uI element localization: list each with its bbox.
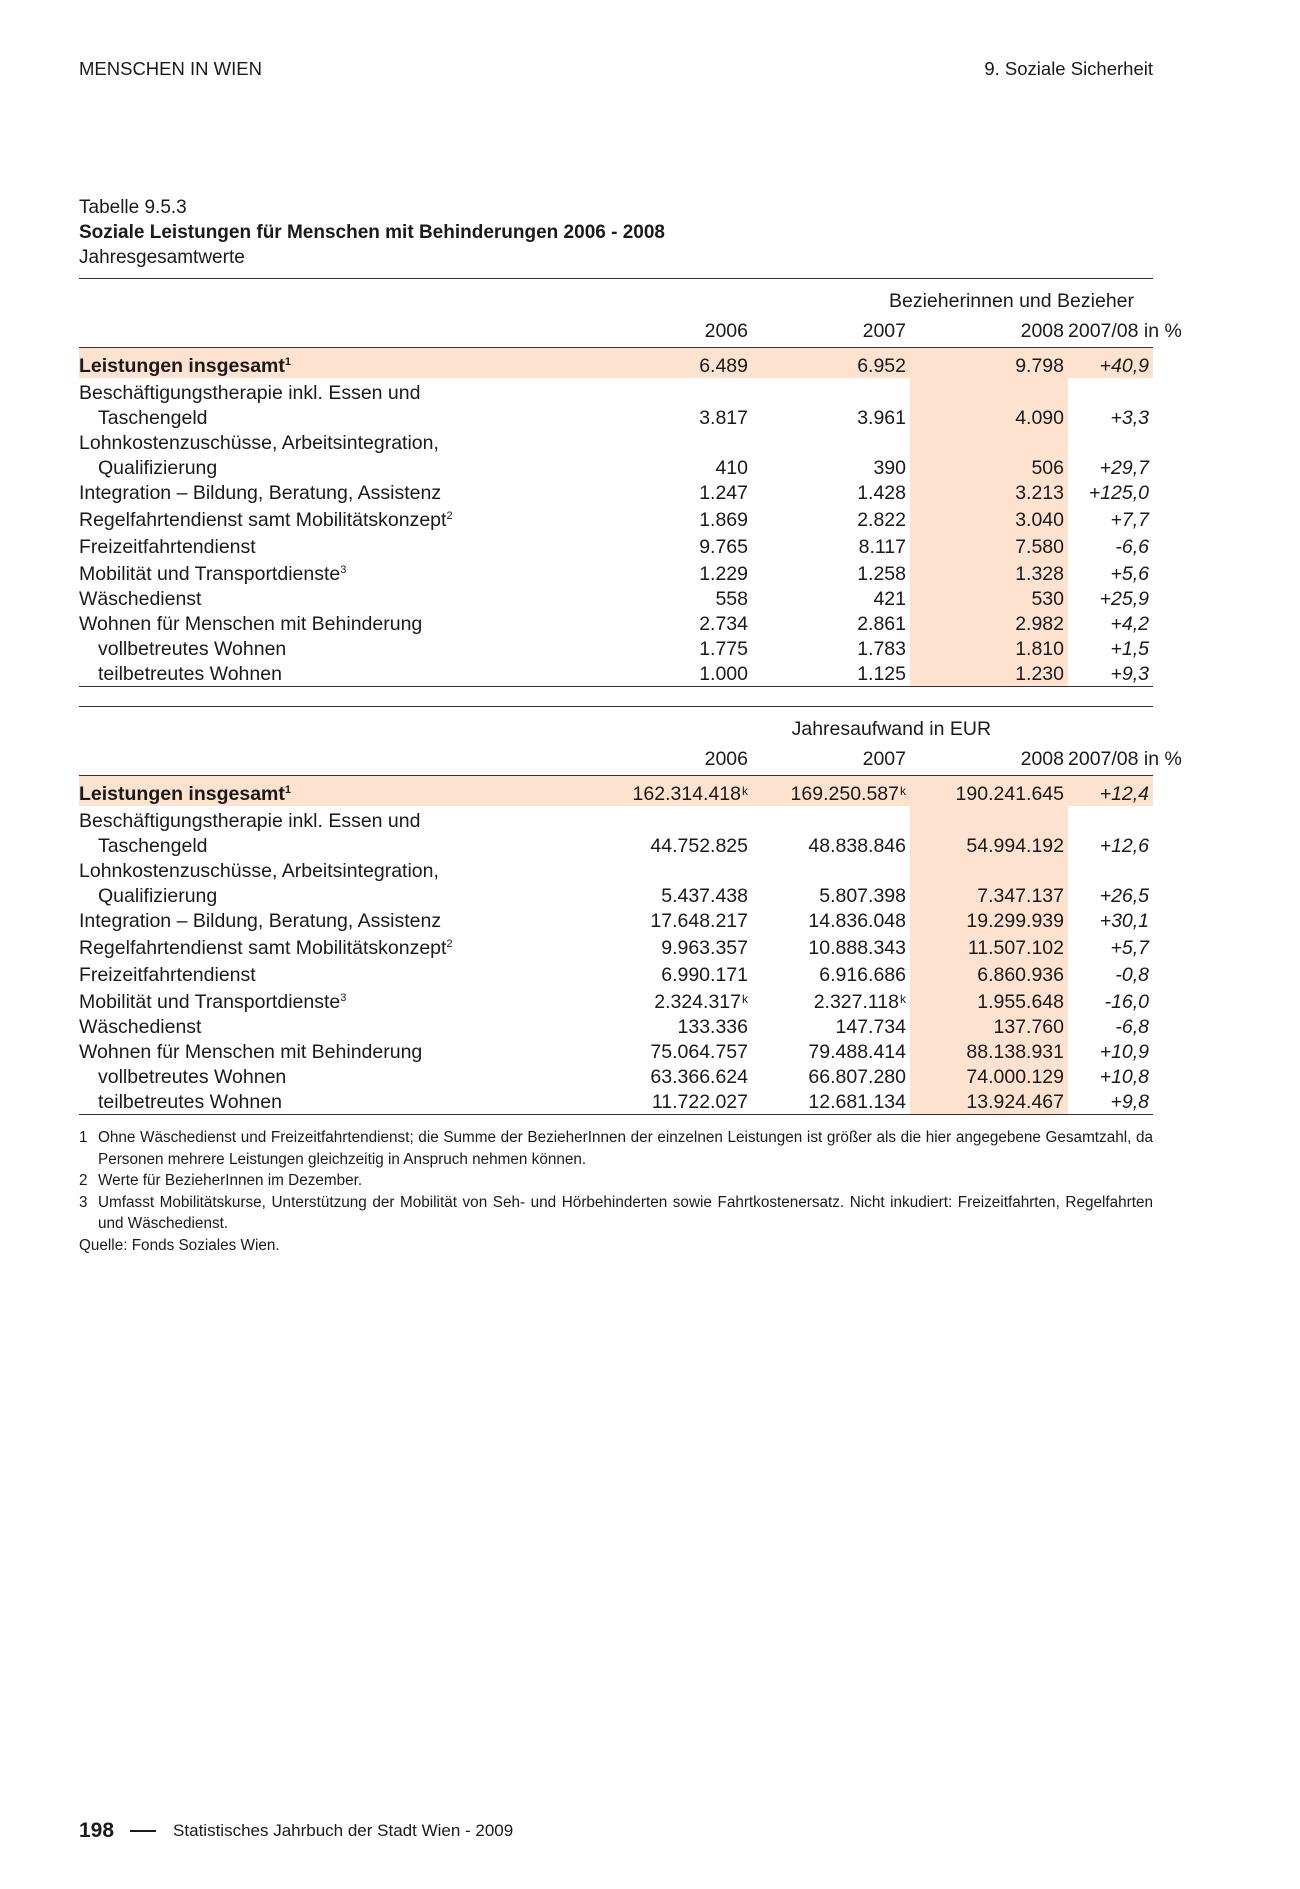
cell-2006: 133.336 [677, 1016, 748, 1038]
total-row [79, 348, 1153, 379]
cell-2007: 66.807.280 [808, 1066, 906, 1088]
cell-2007: 169.250.587$^k$ [752, 776, 910, 807]
cell-change: +12,4 [1068, 776, 1153, 807]
cell-change: +25,9 [1099, 588, 1150, 610]
cell-2007: 6.952 [752, 348, 910, 379]
cell-2008: 1.955.648 [910, 987, 1068, 1014]
cell-2007: 2.822 [857, 509, 906, 531]
row-label: Freizeitfahrtendienst [79, 536, 256, 558]
cell-change: +5,6 [1110, 563, 1150, 585]
estimate-mark: k [900, 784, 906, 798]
year-header-2008: 2008 [910, 313, 1068, 348]
table-row [79, 455, 1153, 480]
row-label: Taschengeld [98, 835, 208, 857]
header-chapter-title: 9. Soziale Sicherheit [984, 58, 1153, 79]
table-row [79, 1014, 1153, 1039]
cell-change: +10,8 [1099, 1066, 1150, 1088]
source-note: Quelle: Fonds Soziales Wien. [79, 1236, 280, 1254]
cell-2006: 17.648.217 [650, 910, 748, 932]
cell-2008: 1.328 [910, 559, 1068, 586]
cell-2008: 4.090 [910, 405, 1068, 430]
cell-2007: 2.861 [857, 613, 906, 635]
row-label: Wäschedienst [79, 588, 202, 610]
cell-change: +1,5 [1110, 638, 1150, 660]
cell-2006: 5.437.438 [661, 885, 748, 907]
row-label: Beschäftigungstherapie inkl. Essen und [79, 810, 421, 832]
row-label: Mobilität und Transportdienste$^3$ [79, 991, 347, 1013]
table-row [79, 1089, 1153, 1115]
cell-change: +5,7 [1110, 937, 1150, 959]
table-number: Tabelle 9.5.3 [79, 197, 187, 218]
row-label: Qualifizierung [98, 885, 218, 907]
cell-2006: 9.765 [699, 536, 748, 558]
estimate-mark: k [742, 992, 748, 1006]
row-label: Mobilität und Transportdienste$^3$ [79, 563, 347, 585]
cell-2008: 11.507.102 [910, 933, 1068, 960]
table-row [79, 430, 1153, 455]
cell-2007: 6.916.686 [819, 964, 906, 986]
total-row [79, 776, 1153, 807]
cell-2006: 1.247 [699, 482, 748, 504]
page-number: 198 [79, 1819, 115, 1842]
cell-change: -6,8 [1115, 1016, 1150, 1038]
year-header-row [79, 313, 1153, 348]
cell-change: +7,7 [1110, 509, 1150, 531]
year-header-2007: 2007 [752, 741, 910, 776]
table-title: Soziale Leistungen für Menschen mit Behinderungen 2006 - 2008 [79, 222, 665, 243]
cell-change: +26,5 [1099, 885, 1150, 907]
cell-2007: 1.783 [857, 638, 906, 660]
cell-2008: 54.994.192 [910, 833, 1068, 858]
cell-2006: 11.722.027 [559, 1089, 752, 1115]
table-row [79, 1039, 1153, 1064]
cell-2008: 9.798 [910, 348, 1068, 379]
row-label: Qualifizierung [98, 457, 218, 479]
table-subtitle: Jahresgesamtwerte [79, 247, 245, 268]
table-header-row [79, 707, 1153, 742]
cell-2008: 7.580 [910, 532, 1068, 559]
table-row [79, 378, 1153, 405]
cell-2006: 1.775 [699, 638, 748, 660]
cell-2007: 147.734 [835, 1016, 906, 1038]
recipients-table [79, 278, 1182, 687]
cell-2008: 137.760 [910, 1014, 1068, 1039]
cell-2008: 2.982 [910, 611, 1068, 636]
row-label: Regelfahrtendienst samt Mobilitätskonzept$^2$ [79, 937, 453, 959]
year-header-change: 2007/08 in % [1068, 313, 1153, 348]
cell-2007: 2.327.118$^k$ [813, 991, 906, 1013]
cell-2007: 8.117 [858, 536, 906, 558]
footnote: 3 Umfasst Mobilitätskurse, Unterstützung der Mobilität von Seh- und Hörbehinderten sowie Fahrtkostenersatz. Nicht inkudiert: Freizeitfahrten, Regelfahrten und Wäschedienst. [79, 1193, 1153, 1232]
footnote: 2 Werte für BezieherInnen im Dezember. [79, 1172, 363, 1189]
running-header [79, 58, 1153, 80]
row-label: Leistungen insgesamt$^1$ [79, 776, 559, 807]
cell-2007: 5.807.398 [819, 885, 906, 907]
cell-change: -6,6 [1115, 536, 1150, 558]
cell-2006: 558 [715, 588, 748, 610]
cell-2006: 1.229 [699, 563, 748, 585]
table-title-block [79, 195, 1153, 270]
publication-title: Statistisches Jahrbuch der Stadt Wien - 2009 [173, 1821, 514, 1840]
cell-2006: 1.869 [699, 509, 748, 531]
year-header-2008: 2008 [910, 741, 1068, 776]
cell-2008: 190.241.645 [910, 776, 1068, 807]
cell-2006: 6.489 [559, 348, 752, 379]
table-row [79, 806, 1153, 833]
cell-2008: 3.040 [910, 505, 1068, 532]
span-header: Jahresaufwand in EUR [752, 707, 1153, 742]
cell-2007: 1.258 [857, 563, 906, 585]
table-row [79, 661, 1153, 687]
cell-2008: 1.810 [910, 636, 1068, 661]
cell-2008: 530 [910, 586, 1068, 611]
table-row [79, 833, 1153, 858]
table-row [79, 883, 1153, 908]
row-label: Wohnen für Menschen mit Behinderung [79, 1041, 423, 1063]
cell-2008: 1.230 [910, 661, 1068, 687]
cell-change: -0,8 [1115, 964, 1150, 986]
table-row [79, 960, 1153, 987]
cell-change: +125,0 [1088, 482, 1150, 504]
cell-2008: 13.924.467 [910, 1089, 1068, 1115]
row-label: vollbetreutes Wohnen [98, 638, 287, 660]
year-header-2007: 2007 [752, 313, 910, 348]
cell-change: -16,0 [1104, 991, 1150, 1013]
cell-change: +40,9 [1068, 348, 1153, 379]
table-row [79, 405, 1153, 430]
span-header: Bezieherinnen und Bezieher [752, 279, 1153, 314]
row-label: teilbetreutes Wohnen [79, 661, 559, 687]
cell-2006: 75.064.757 [650, 1041, 748, 1063]
cell-change: +12,6 [1099, 835, 1150, 857]
row-label: Integration – Bildung, Beratung, Assistenz [79, 482, 442, 504]
cell-2006: 6.990.171 [661, 964, 748, 986]
estimate-mark: k [742, 784, 748, 798]
cell-2008: 3.213 [910, 480, 1068, 505]
table-row [79, 933, 1153, 960]
cell-2008: 88.138.931 [910, 1039, 1068, 1064]
cell-2007: 1.428 [857, 482, 906, 504]
row-label: Taschengeld [98, 407, 208, 429]
year-header-2006: 2006 [559, 741, 752, 776]
expenditure-table [79, 706, 1182, 1115]
cell-2008: 6.860.936 [910, 960, 1068, 987]
cell-2006: 2.734 [699, 613, 748, 635]
cell-2006: 1.000 [559, 661, 752, 687]
year-header-2006: 2006 [559, 313, 752, 348]
row-label: Freizeitfahrtendienst [79, 964, 256, 986]
cell-2007: 390 [873, 457, 906, 479]
cell-2007: 14.836.048 [808, 910, 906, 932]
row-label: Wäschedienst [79, 1016, 202, 1038]
cell-change: +10,9 [1099, 1041, 1150, 1063]
cell-change: +30,1 [1099, 910, 1150, 932]
cell-change: +29,7 [1099, 457, 1150, 479]
table-row [79, 586, 1153, 611]
cell-change: +4,2 [1110, 613, 1150, 635]
cell-2008: 7.347.137 [910, 883, 1068, 908]
cell-2006: 2.324.317$^k$ [654, 991, 748, 1013]
cell-2006: 162.314.418$^k$ [559, 776, 752, 807]
table-row [79, 636, 1153, 661]
table-row [79, 559, 1153, 586]
table-header-row [79, 279, 1153, 314]
cell-2006: 44.752.825 [650, 835, 748, 857]
cell-change: +9,3 [1068, 661, 1153, 687]
cell-2008: 506 [910, 455, 1068, 480]
year-header-change: 2007/08 in % [1068, 741, 1153, 776]
cell-2008: 74.000.129 [910, 1064, 1068, 1089]
footnote: 1 Ohne Wäschedienst und Freizeitfahrtendienst; die Summe der BezieherInnen der einzelnen Leistungen ist größer als die hier angegebene Gesamtzahl, da Personen mehrere Leistungen gleichzeitig in Anspruch nehmen können. [79, 1129, 1153, 1168]
cell-2007: 48.838.846 [808, 835, 906, 857]
estimate-mark: k [900, 992, 906, 1006]
table-row [79, 1064, 1153, 1089]
cell-change: +9,8 [1068, 1089, 1153, 1115]
cell-2007: 1.125 [752, 661, 910, 687]
page-footer [79, 1819, 513, 1843]
cell-2007: 3.961 [857, 407, 906, 429]
table-row [79, 480, 1153, 505]
row-label: Lohnkostenzuschüsse, Arbeitsintegration, [79, 860, 439, 882]
cell-2007: 10.888.343 [808, 937, 906, 959]
row-label: Leistungen insgesamt$^1$ [79, 348, 559, 379]
header-section-title: MENSCHEN IN WIEN [79, 58, 262, 79]
row-label: Wohnen für Menschen mit Behinderung [79, 613, 423, 635]
row-label: Lohnkostenzuschüsse, Arbeitsintegration, [79, 432, 439, 454]
cell-2006: 410 [715, 457, 748, 479]
row-label: teilbetreutes Wohnen [79, 1089, 559, 1115]
table-row [79, 987, 1153, 1014]
cell-2006: 3.817 [699, 407, 748, 429]
cell-2006: 9.963.357 [661, 937, 748, 959]
footnotes [79, 1127, 1153, 1256]
table-row [79, 532, 1153, 559]
year-header-row [79, 741, 1153, 776]
row-label: Beschäftigungstherapie inkl. Essen und [79, 382, 421, 404]
row-label: Regelfahrtendienst samt Mobilitätskonzept$^2$ [79, 509, 453, 531]
row-label: Integration – Bildung, Beratung, Assistenz [79, 910, 442, 932]
table-row [79, 858, 1153, 883]
cell-2006: 63.366.624 [650, 1066, 748, 1088]
table-row [79, 505, 1153, 532]
table-row [79, 611, 1153, 636]
cell-2008: 19.299.939 [910, 908, 1068, 933]
cell-change: +3,3 [1110, 407, 1150, 429]
cell-2007: 12.681.134 [752, 1089, 910, 1115]
cell-2007: 421 [873, 588, 906, 610]
table-row [79, 908, 1153, 933]
footer-dash [130, 1830, 156, 1832]
cell-2007: 79.488.414 [808, 1041, 906, 1063]
row-label: vollbetreutes Wohnen [98, 1066, 287, 1088]
